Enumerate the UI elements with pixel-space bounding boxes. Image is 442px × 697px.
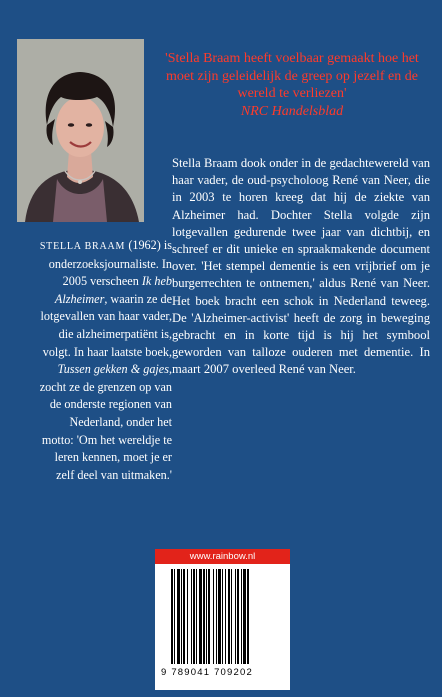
book-blurb: Stella Braam dook onder in de gedachtewereld van haar vader, de oud-psycholoog René van Neer, die in 2003 te horen kreeg dat hij de ziekte van Alzheimer had. Dochter Stella volgde zijn lotgevallen gedurende twee jaar van dichtbij, en schreef er dit unieke en spraakmakende document over. 'Het stempel dementie is een vrijbrief om je burgerrechten te ontnemen,' aldus René van Neer. Het boek bracht een schok in Nederland teweeg. De 'Alzheimer-activist' heeft de zorg in beweging gebracht en in korte tijd is hij het symbool geworden van talloze ouderen met dementie. In maart 2007 overleed René van Neer. <box>172 156 430 377</box>
bio-book-title-2: Tussen gekken & gajes <box>57 362 169 377</box>
barcode-bar <box>213 569 214 664</box>
barcode-bar <box>171 569 173 664</box>
barcode-bar <box>243 569 246 664</box>
barcode-bar <box>235 569 236 664</box>
author-name: STELLA BRAAM <box>39 241 126 252</box>
barcode-bar <box>206 569 207 664</box>
quote-source: NRC Handelsblad <box>240 103 344 119</box>
barcode-bar <box>183 569 185 664</box>
barcode-area <box>155 549 290 690</box>
barcode-bar <box>247 569 249 664</box>
isbn-digits: 9 789041 709202 <box>161 667 253 678</box>
quote-text: 'Stella Braam heeft voelbaar gemaakt hoe het moet zijn geleidelijk de greep op jezelf en de wereld te verliezen' <box>165 51 419 101</box>
barcode-bar <box>181 569 182 664</box>
barcode-bar <box>225 569 226 664</box>
author-portrait-image <box>17 39 144 222</box>
review-quote <box>150 50 434 120</box>
barcode-bar <box>228 569 230 664</box>
bio-book-title-1: Ik heb Alzheimer <box>54 274 172 306</box>
barcode-bar <box>174 569 175 664</box>
author-photo <box>17 39 144 222</box>
barcode-bar <box>196 569 197 664</box>
barcode-bar <box>218 569 221 664</box>
barcode-bar <box>241 569 242 664</box>
author-birth-year: (1962) <box>128 238 161 252</box>
publisher-url: www.rainbow.nl <box>155 549 290 564</box>
barcode-bar <box>177 569 180 664</box>
bio-text-3: , zocht ze de grenzen op van de onderste regionen van Nederland, onder het motto: 'Om het wereldje te leren kennen, moet je er zelf deel van uitmaken.' <box>39 362 172 482</box>
barcode-bar <box>231 569 232 664</box>
barcode-bar <box>222 569 223 664</box>
barcode-bar <box>199 569 202 664</box>
barcode-bar <box>237 569 239 664</box>
barcode-bar <box>187 569 188 664</box>
author-bio <box>36 237 172 484</box>
barcode-bar <box>203 569 205 664</box>
barcode-icon <box>171 569 274 667</box>
bio-text-2: , waarin ze de lotgevallen van haar vader, die alzheimerpatiënt is, volgt. In haar laatste boek, <box>40 291 172 359</box>
barcode-bar <box>193 569 195 664</box>
barcode-bar <box>191 569 192 664</box>
bio-text-1: is onderzoeksjournaliste. In 2005 verscheen <box>48 238 172 289</box>
barcode-bar <box>216 569 217 664</box>
barcode-bar <box>208 569 210 664</box>
